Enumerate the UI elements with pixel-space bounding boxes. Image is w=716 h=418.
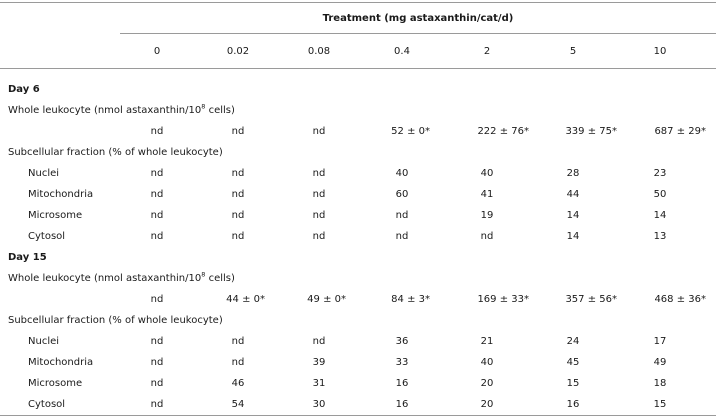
fraction-cytosol-cell: 30 <box>312 399 326 410</box>
fraction-cytosol-cell: nd <box>150 399 164 410</box>
whole-leukocyte-cell: 468 ± 36* <box>654 294 706 305</box>
fraction-label: Cytosol <box>28 231 66 242</box>
fraction-mitochondria-cell: 39 <box>312 357 326 368</box>
dose-header: 0.4 <box>394 46 410 57</box>
bottom-rule <box>0 415 716 416</box>
fraction-microsome-cell: 14 <box>566 210 580 221</box>
fraction-mitochondria-cell: 41 <box>480 189 494 200</box>
fraction-mitochondria-cell: 44 <box>566 189 580 200</box>
section-label: Day 15 <box>8 252 47 263</box>
dose-header: 5 <box>569 46 577 57</box>
fraction-mitochondria-cell: nd <box>150 357 164 368</box>
whole-leukocyte-cell: nd <box>150 126 164 137</box>
whole-leukocyte-cell: nd <box>312 126 326 137</box>
fraction-label: Mitochondria <box>28 357 94 368</box>
whole-leukocyte-label-unit: cells) <box>205 273 235 284</box>
fraction-nuclei-cell: 24 <box>566 336 580 347</box>
fraction-cytosol-cell: 13 <box>653 231 667 242</box>
section-label: Day 6 <box>8 84 40 95</box>
fraction-microsome-cell: 20 <box>480 378 494 389</box>
fraction-nuclei-cell: 17 <box>653 336 667 347</box>
fraction-mitochondria-cell: 50 <box>653 189 667 200</box>
fraction-mitochondria-cell: 40 <box>480 357 494 368</box>
whole-leukocyte-label-text: Whole leukocyte (nmol astaxanthin/10 <box>8 105 202 116</box>
whole-leukocyte-label-exponent: 8 <box>201 102 206 111</box>
whole-leukocyte-cell: 357 ± 56* <box>565 294 617 305</box>
dose-header: 2 <box>483 46 491 57</box>
fraction-cytosol-cell: 15 <box>653 399 667 410</box>
whole-leukocyte-cell: 49 ± 0* <box>307 294 346 305</box>
fraction-microsome-cell: 15 <box>566 378 580 389</box>
fraction-label: Microsome <box>28 210 83 221</box>
fraction-microsome-cell: nd <box>150 378 164 389</box>
fraction-cytosol-cell: 20 <box>480 399 494 410</box>
fraction-nuclei-cell: 23 <box>653 168 667 179</box>
whole-leukocyte-cell: 84 ± 3* <box>391 294 430 305</box>
fraction-mitochondria-cell: 45 <box>566 357 580 368</box>
fraction-nuclei-cell: nd <box>150 168 164 179</box>
fraction-microsome-cell: 31 <box>312 378 326 389</box>
whole-leukocyte-cell: 44 ± 0* <box>226 294 265 305</box>
fraction-cytosol-cell: nd <box>480 231 494 242</box>
whole-leukocyte-cell: 52 ± 0* <box>391 126 430 137</box>
treatment-underline <box>120 33 716 34</box>
dose-header: 0.02 <box>226 46 250 57</box>
fraction-nuclei-cell: nd <box>150 336 164 347</box>
fraction-microsome-cell: nd <box>312 210 326 221</box>
fraction-cytosol-cell: nd <box>150 231 164 242</box>
fraction-microsome-cell: 19 <box>480 210 494 221</box>
fraction-microsome-cell: 16 <box>395 378 409 389</box>
whole-leukocyte-label-unit: cells) <box>205 105 235 116</box>
fraction-mitochondria-cell: 60 <box>395 189 409 200</box>
fraction-cytosol-cell: nd <box>231 231 245 242</box>
whole-leukocyte-label-exponent: 8 <box>201 270 206 279</box>
fraction-microsome-cell: 18 <box>653 378 667 389</box>
fraction-nuclei-cell: 40 <box>395 168 409 179</box>
fraction-label: Mitochondria <box>28 189 94 200</box>
fraction-mitochondria-cell: 49 <box>653 357 667 368</box>
fraction-microsome-cell: 46 <box>231 378 245 389</box>
fraction-cytosol-cell: nd <box>395 231 409 242</box>
fraction-mitochondria-cell: nd <box>231 189 245 200</box>
fraction-cytosol-cell: nd <box>312 231 326 242</box>
fraction-nuclei-cell: nd <box>312 336 326 347</box>
fraction-cytosol-cell: 14 <box>566 231 580 242</box>
fraction-label: Microsome <box>28 378 83 389</box>
whole-leukocyte-cell: nd <box>150 294 164 305</box>
fraction-nuclei-cell: 40 <box>480 168 494 179</box>
fraction-label: Cytosol <box>28 399 66 410</box>
fraction-microsome-cell: nd <box>150 210 164 221</box>
fraction-microsome-cell: nd <box>395 210 409 221</box>
header-bottom-rule <box>0 68 716 69</box>
fraction-nuclei-cell: nd <box>231 168 245 179</box>
fraction-label: Nuclei <box>28 336 60 347</box>
fraction-cytosol-cell: 16 <box>566 399 580 410</box>
whole-leukocyte-label <box>8 270 235 284</box>
whole-leukocyte-cell: 687 ± 29* <box>654 126 706 137</box>
whole-leukocyte-label-text: Whole leukocyte (nmol astaxanthin/10 <box>8 273 202 284</box>
fraction-nuclei-cell: 21 <box>480 336 494 347</box>
fraction-cytosol-cell: 54 <box>231 399 245 410</box>
whole-leukocyte-label <box>8 102 235 116</box>
subcellular-fraction-label: Subcellular fraction (% of whole leukocyte) <box>8 147 223 158</box>
fraction-mitochondria-cell: nd <box>231 357 245 368</box>
fraction-microsome-cell: 14 <box>653 210 667 221</box>
dose-header: 10 <box>653 46 667 57</box>
dose-header: 0.08 <box>307 46 331 57</box>
whole-leukocyte-cell: nd <box>231 126 245 137</box>
fraction-microsome-cell: nd <box>231 210 245 221</box>
fraction-nuclei-cell: nd <box>312 168 326 179</box>
fraction-nuclei-cell: 36 <box>395 336 409 347</box>
whole-leukocyte-cell: 169 ± 33* <box>477 294 529 305</box>
fraction-mitochondria-cell: nd <box>150 189 164 200</box>
treatment-header: Treatment (mg astaxanthin/cat/d) <box>322 13 514 24</box>
fraction-nuclei-cell: 28 <box>566 168 580 179</box>
fraction-nuclei-cell: nd <box>231 336 245 347</box>
whole-leukocyte-cell: 339 ± 75* <box>565 126 617 137</box>
fraction-mitochondria-cell: 33 <box>395 357 409 368</box>
subcellular-fraction-label: Subcellular fraction (% of whole leukocyte) <box>8 315 223 326</box>
fraction-cytosol-cell: 16 <box>395 399 409 410</box>
dose-header: 0 <box>153 46 161 57</box>
whole-leukocyte-cell: 222 ± 76* <box>477 126 529 137</box>
fraction-mitochondria-cell: nd <box>312 189 326 200</box>
top-rule <box>0 2 716 3</box>
fraction-label: Nuclei <box>28 168 60 179</box>
